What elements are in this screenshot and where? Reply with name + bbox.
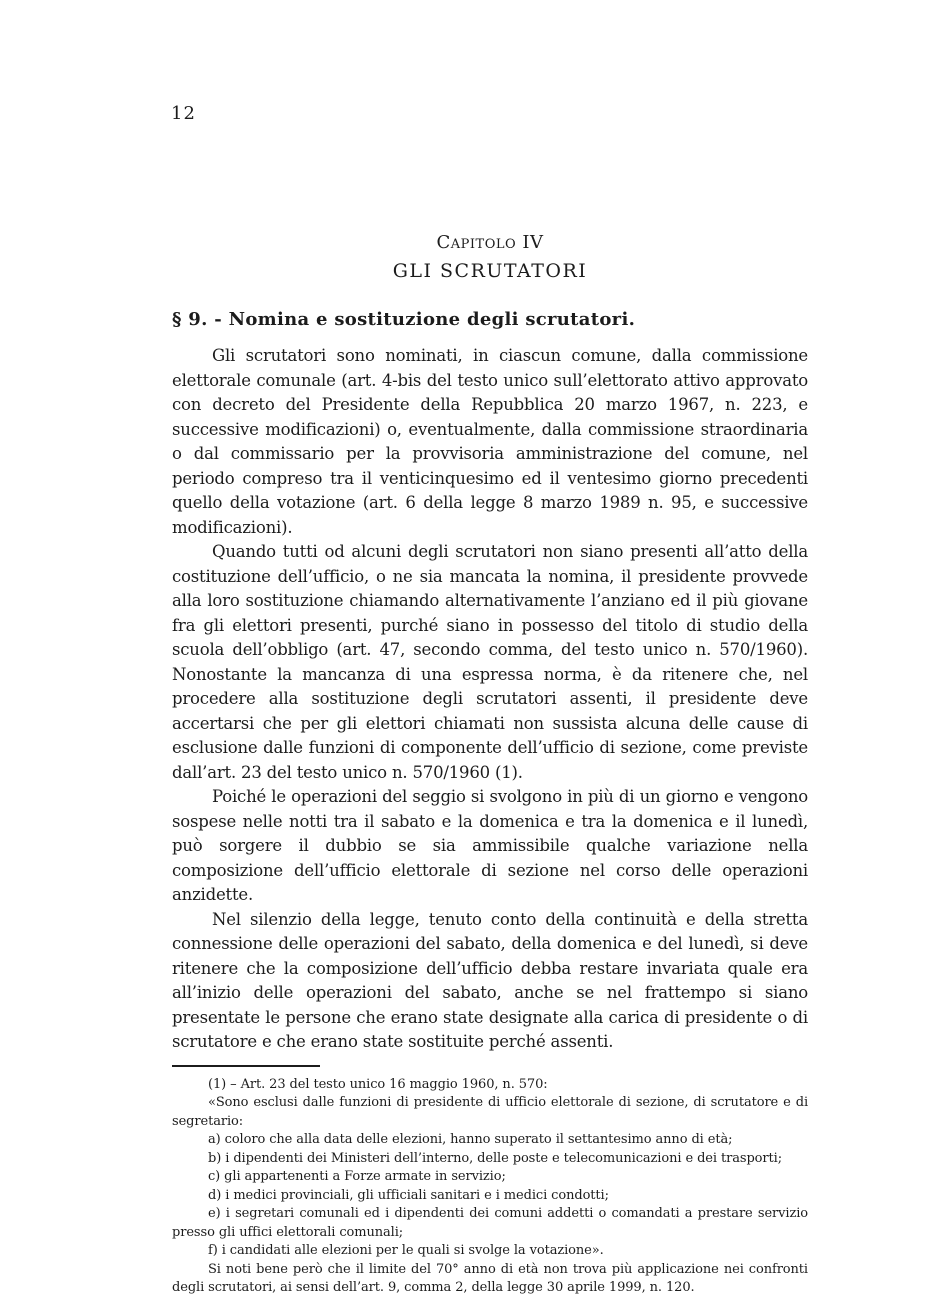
footnote-line-5: c) gli appartenenti a Forze armate in servizio;: [208, 1169, 506, 1184]
footnote-separator: [172, 1065, 320, 1067]
page-content: [172, 0, 808, 1298]
paragraph-4: Nel silenzio della legge, tenuto conto della continuità e della stretta connessione delle operazioni del sabato, della domenica e del lunedì, si deve ritenere che la composizione dell’ufficio debba restare invariata quale era all’inizio delle operazioni del sabato, anche se nel frattempo si siano presentate le persone che erano state designate alla carica di presidente o di scrutatore e che erano state sostituite perché assenti.: [172, 909, 808, 1051]
chapter-label: Capitolo IV: [436, 232, 544, 253]
paragraph-3: Poiché le operazioni del seggio si svolgono in più di un giorno e vengono sospese nelle notti tra il sabato e la domenica e tra la domenica e il lunedì, può sorgere il dubbio se sia ammissibile qualche variazione nella composizione dell’ufficio elettorale di sezione nel corso delle operazioni anzidette.: [172, 787, 808, 904]
page-number: 12: [171, 103, 196, 124]
footnote-line-4: b) i dipendenti dei Ministeri dell’interno, delle poste e telecomunicazioni e dei trasporti;: [208, 1150, 782, 1166]
footnote: [172, 1076, 808, 1298]
footnote-line-9: Si noti bene però che il limite del 70° anno di età non trova più applicazione nei confronti degli scrutatori, ai sensi dell’art. 9, comma 2, della legge 30 aprile 1999, n. 120.: [172, 1261, 808, 1295]
footnote-line-2: «Sono esclusi dalle funzioni di presidente di ufficio elettorale di sezione, di scrutatore e di segretario:: [172, 1095, 808, 1129]
chapter-title: GLI SCRUTATORI: [392, 260, 588, 282]
footnote-line-8: f) i candidati alle elezioni per le quali si svolge la votazione».: [208, 1243, 604, 1258]
section-heading: § 9. - Nomina e sostituzione degli scrutatori.: [172, 309, 636, 330]
footnote-line-6: d) i medici provinciali, gli ufficiali sanitari e i medici condotti;: [208, 1187, 609, 1203]
footnote-line-7: e) i segretari comunali ed i dipendenti dei comuni addetti o comandati a prestare servizio presso gli uffici elettorali comunali;: [172, 1206, 808, 1240]
footnote-line-3: a) coloro che alla data delle elezioni, hanno superato il settantesimo anno di età;: [208, 1132, 733, 1147]
paragraph-2: Quando tutti od alcuni degli scrutatori non siano presenti all’atto della costituzione dell’ufficio, o ne sia mancata la nomina, il presidente provvede alla loro sostituzione chiamando alternativamente l’anziano ed il più giovane fra gli elettori presenti, purché siano in possesso del titolo di studio della scuola dell’obbligo (art. 47, secondo comma, del testo unico n. 570/1960). Nonostante la mancanza di una espressa norma, è da ritenere che, nel procedere alla sostituzione degli scrutatori assenti, il presidente deve accertarsi che per gli elettori chiamati non sussista alcuna delle cause di esclusione dalle funzioni di componente dell’ufficio di sezione, come previste dall’art. 23 del testo unico n. 570/1960 (1).: [172, 542, 808, 782]
body-text: [172, 344, 808, 1055]
paragraph-1: Gli scrutatori sono nominati, in ciascun comune, dalla commissione elettorale comunale (art. 4-bis del testo unico sull’elettorato attivo approvato con decreto del Presidente della Repubblica 20 marzo 1967, n. 223, e successive modificazioni) o, eventualmente, dalla commissione straordinaria o dal commissario per la provvisoria amministrazione del comune, nel periodo compreso tra il venticinquesimo ed il ventesimo giorno precedenti quello della votazione (art. 6 della legge 8 marzo 1989 n. 95, e successive modificazioni).: [172, 346, 808, 537]
footnote-line-1: (1) – Art. 23 del testo unico 16 maggio 1960, n. 570:: [208, 1076, 548, 1092]
